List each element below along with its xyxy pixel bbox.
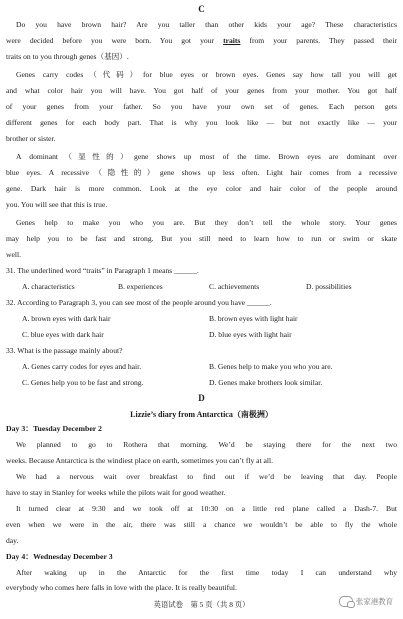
question-31-stem: 31. The underlined word “traits” in Paragraph 1 means ______.	[6, 266, 199, 275]
q33-option-b[interactable]: B. Genes help to make you who you are.	[209, 362, 333, 371]
d-day3-p3-line2: even when we were in the air, there was still a chance we wouldn’t be able to fly the whole	[6, 520, 397, 529]
c-p1-line2	[6, 36, 397, 46]
q32-option-b[interactable]: B. brown eyes with light hair	[209, 314, 298, 323]
c-p3-line4: you. You will see that this is true.	[6, 200, 108, 209]
q32-option-d[interactable]: D. blue eyes with light hair	[209, 330, 292, 339]
day3-heading: Day 3：Tuesday December 2	[6, 424, 102, 433]
d-day4-p1-line2: everybody who comes here falls in love with the place. It is really beautiful.	[6, 583, 237, 592]
c-p4-line3: well.	[6, 250, 21, 259]
d-day3-p1-line2: weeks. Because Antarctica is the windiest place on earth, sometimes you can’t fly at all.	[6, 456, 274, 465]
c-p1-line1: Do you have brown hair? Are you taller than other kids your age? These characteristics	[16, 20, 397, 29]
q32-option-a[interactable]: A. brown eyes with dark hair	[22, 314, 111, 323]
q33-option-c[interactable]: C. Genes help you to be fast and strong.	[22, 378, 144, 387]
q31-option-a[interactable]: A. characteristics	[22, 282, 75, 291]
section-d-letter: D	[198, 393, 205, 403]
watermark-text: 张家港教育	[356, 597, 393, 606]
day4-heading: Day 4：Wednesday December 3	[6, 552, 113, 561]
c-p2-line5: brother or sister.	[6, 134, 56, 143]
d-day3-p2-line1: We had a nervous wait over breakfast to find out if we’d be leaving that day. People	[16, 472, 397, 481]
q33-option-d[interactable]: D. Genes make brothers look similar.	[209, 378, 323, 387]
c-p2-line4: different genes for each body part. That is why you look like — but not exactly like — your	[6, 118, 397, 127]
underlined-word-traits: traits	[223, 36, 241, 45]
d-day3-p2-line2: have to stay in Stanley for weeks while the pilots wait for good weather.	[6, 488, 226, 497]
d-day3-p1-line1: We planned to go to Rothera that morning. We’d be staying there for the next two	[16, 440, 397, 449]
watermark	[339, 596, 393, 607]
c-p3-line2: blue eyes. A recessive（隐性的）gene shows up less often. Light hair comes from a recessive	[6, 168, 397, 177]
c-p3-line3: gene. Dark hair is more common. Look at the eye color and hair color of the people around	[6, 184, 397, 193]
q33-option-a[interactable]: A. Genes carry codes for eyes and hair.	[22, 362, 142, 371]
c-p2-line2: and what color hair you will have. You got half of your genes from your mother. You got half	[6, 86, 397, 95]
wechat-icon	[339, 596, 353, 607]
c-p1-text-b: from your parents. They passed their	[249, 36, 397, 45]
c-p4-line1: Genes help to make you who you are. But they don’t tell the whole story. Your genes	[16, 218, 397, 227]
q31-option-c[interactable]: C. achievements	[209, 282, 260, 291]
c-p3-line1: A dominant（显性的）gene shows up most of the time. Brown eyes are dominant over	[16, 152, 397, 161]
section-c-letter: C	[198, 4, 205, 14]
d-day3-p3-line1: It turned clear at 9:30 and we took off at 10:30 on a little red plane called a Dash-7. But	[16, 504, 397, 513]
question-33-stem: 33. What is the passage mainly about?	[6, 346, 123, 355]
c-p4-line2: may help you to be fast and strong. But you still need to learn how to run or swim or skate	[6, 234, 397, 243]
c-p1-text-a: were decided before you were born. You got your	[6, 36, 214, 45]
c-p2-line1: Genes carry codes（代码）for blue eyes or brown eyes. Genes say how tall you will get	[16, 70, 397, 79]
question-32-stem: 32. According to Paragraph 3, you can see most of the people around you have ______.	[6, 298, 272, 307]
diary-title: Lizzie’s diary from Antarctica（南极洲）	[130, 410, 273, 419]
c-p1-line3: traits on to you through genes（基因）.	[6, 52, 129, 61]
c-p2-line3: of your genes from your father. So you have your own set of genes. Each person gets	[6, 102, 397, 111]
d-day3-p3-line3: day.	[6, 536, 19, 545]
d-day4-p1-line1: After waking up in the Antarctic for the first time today I can understand why	[16, 568, 397, 577]
q31-option-b[interactable]: B. experiences	[118, 282, 163, 291]
q31-option-d[interactable]: D. possibilities	[306, 282, 352, 291]
q32-option-c[interactable]: C. blue eyes with dark hair	[22, 330, 104, 339]
page-footer: 英语试卷 第 5 页（共 8 页）	[153, 600, 250, 609]
